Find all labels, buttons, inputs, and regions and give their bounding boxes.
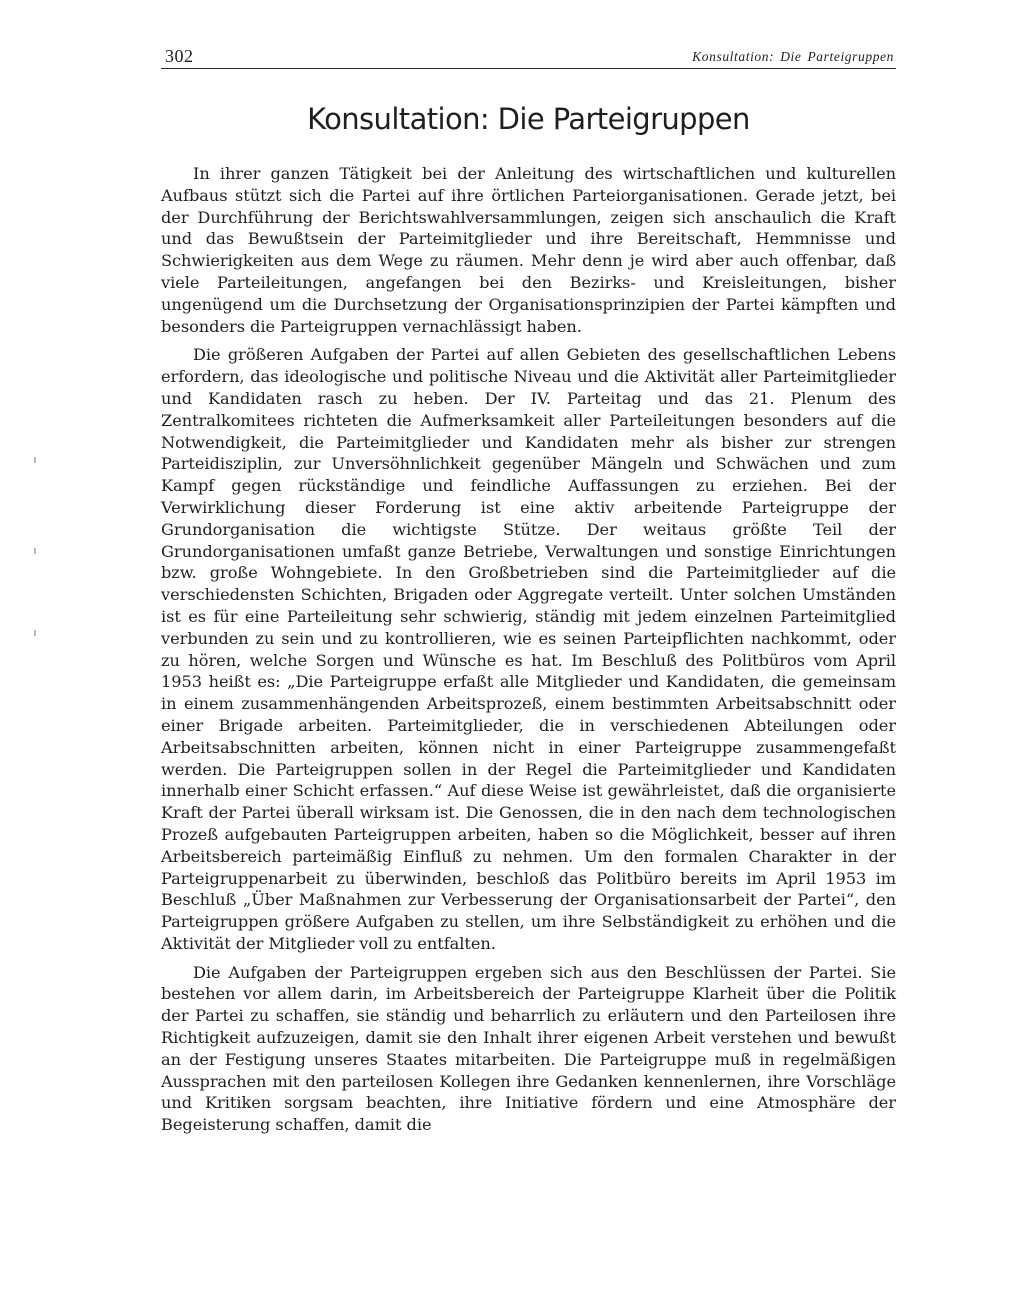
book-page xyxy=(161,42,896,1136)
running-title: Konsultation: Die Parteigruppen xyxy=(692,49,894,64)
page-number: 302 xyxy=(165,46,194,66)
margin-mark xyxy=(34,630,36,636)
paragraph: Die größeren Aufgaben der Partei auf allen Gebieten des gesellschaftlichen Lebens erfordern, das ideologische und politische Niveau und die Aktivität aller Parteimitglieder und Kandidaten rasch zu heben. Der IV. Parteitag und das 21. Plenum des Zentralkomitees richteten die Aufmerksamkeit aller Parteileitungen besonders auf die Notwendigkeit, die Parteimitglieder und Kandidaten mehr als bisher zur strengen Parteidisziplin, zur Unversöhnlichkeit gegenüber Mängeln und Schwächen und zum Kampf gegen rückständige und feindliche Auffassungen zu erziehen. Bei der Verwirklichung dieser Forderung ist eine aktiv arbeitende Parteigruppe der Grundorganisation die wichtigste Stütze. Der weitaus größte Teil der Grundorganisationen umfaßt ganze Betriebe, Verwaltungen und sonstige Einrichtungen bzw. große Wohngebiete. In den Großbetrieben sind die Parteimitglieder auf die verschiedensten Schichten, Brigaden oder Aggregate verteilt. Unter solchen Umständen ist es für eine Parteileitung sehr schwierig, ständig mit jedem einzelnen Parteimitglied verbunden zu sein und zu kontrollieren, wie es seinen Parteipflichten nachkommt, oder zu hören, welche Sorgen und Wünsche es hat. Im Beschluß des Politbüros vom April 1953 heißt es: „Die Parteigruppe erfaßt alle Mitglieder und Kandidaten, die gemeinsam in einem zusammenhängenden Arbeitsprozeß, einem bestimmten Arbeitsabschnitt oder einer Brigade arbeiten. Parteimitglieder, die in verschiedenen Abteilungen oder Arbeitsabschnitten arbeiten, können nicht in einer Parteigruppe zusammengefaßt werden. Die Parteigruppen sollen in der Regel die Parteimitglieder und Kandidaten innerhalb einer Schicht erfassen.“ Auf diese Weise ist gewährleistet, daß die organisierte Kraft der Partei überall wirksam ist. Die Genossen, die in den nach dem technologischen Prozeß aufgebauten Parteigruppen arbeiten, haben so die Möglichkeit, besser auf ihren Arbeitsbereich parteimäßig Einfluß zu nehmen. Um den formalen Charakter in der Parteigruppenarbeit zu überwinden, beschloß das Politbüro bereits im April 1953 im Beschluß „Über Maßnahmen zur Verbesserung der Organisationsarbeit der Partei“, den Parteigruppen größere Aufgaben zu stellen, um ihre Selbständigkeit zu erhöhen und die Aktivität der Mitglieder voll zu entfalten. xyxy=(161,345,896,953)
article-body xyxy=(161,163,896,1136)
margin-mark xyxy=(34,548,36,554)
paragraph: Die Aufgaben der Parteigruppen ergeben sich aus den Beschlüssen der Partei. Sie bestehen vor allem darin, im Arbeitsbereich der Parteigruppe Klarheit über die Politik der Partei zu schaffen, sie ständig und beharrlich zu erläutern und den Parteilosen ihre Richtigkeit aufzuzeigen, damit sie den Inhalt ihrer eigenen Arbeit verstehen und bewußt an der Festigung unseres Staates mitarbeiten. Die Parteigruppe muß in regelmäßigen Aussprachen mit den parteilosen Kollegen ihre Gedanken kennenlernen, ihre Vorschläge und Kritiken sorgsam beachten, ihre Initiative fördern und eine Atmosphäre der Begeisterung schaffen, damit die xyxy=(161,962,896,1135)
paragraph: In ihrer ganzen Tätigkeit bei der Anleitung des wirtschaftlichen und kulturellen Aufbaus stützt sich die Partei auf ihre örtlichen Parteiorganisationen. Gerade jetzt, bei der Durchführung der Berichtswahlversammlungen, zeigen sich anschaulich die Kraft und das Bewußtsein der Parteimitglieder und ihre Bereitschaft, Hemmnisse und Schwierigkeiten aus dem Wege zu räumen. Mehr denn je wird aber auch offenbar, daß viele Parteileitungen, angefangen bei den Bezirks- und Kreisleitungen, bisher ungenügend um die Durchsetzung der Organisationsprinzipien der Partei kämpften und besonders die Parteigruppen vernachlässigt haben. xyxy=(161,164,896,336)
article-title: Konsultation: Die Parteigruppen xyxy=(307,102,750,136)
running-header xyxy=(161,42,896,69)
margin-mark xyxy=(34,457,36,463)
